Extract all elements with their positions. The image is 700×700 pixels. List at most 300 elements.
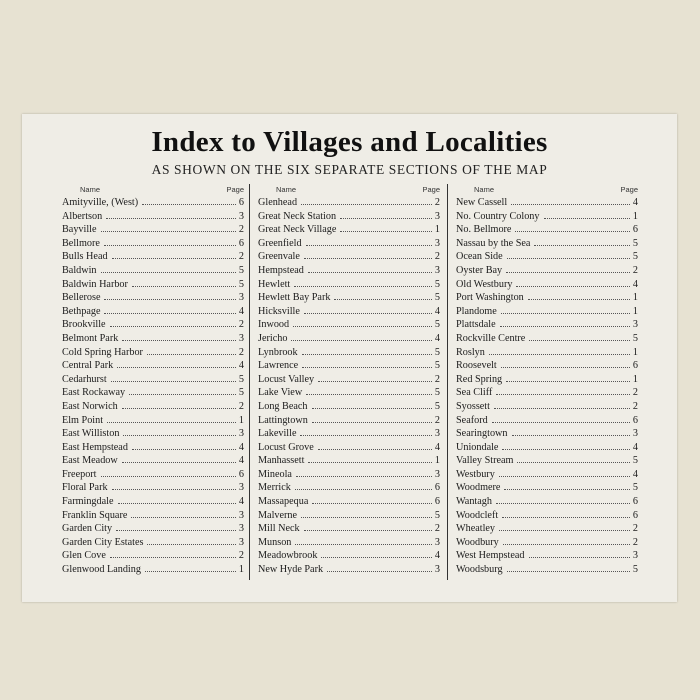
locality-name: Brookville [62, 319, 106, 331]
dot-leader [496, 495, 630, 504]
locality-name: Lynbrook [258, 346, 298, 358]
page-number: 6 [632, 496, 638, 508]
locality-name: Plandome [456, 305, 497, 317]
entry-list [258, 196, 440, 577]
locality-name: Malverne [258, 509, 298, 521]
dot-leader [302, 346, 432, 355]
locality-name: Garden City [62, 523, 113, 535]
index-entry [62, 346, 244, 360]
index-entry [62, 318, 244, 332]
entry-list [456, 196, 638, 577]
locality-name: Merrick [258, 482, 291, 494]
locality-name: Locust Grove [258, 441, 314, 453]
index-entry [258, 414, 440, 428]
index-entry [258, 386, 440, 400]
locality-name: Cedarhurst [62, 373, 107, 385]
index-entry [456, 291, 638, 305]
index-entry [258, 346, 440, 360]
index-entry [258, 359, 440, 373]
locality-name: Valley Stream [456, 455, 514, 467]
dot-leader [294, 278, 432, 287]
index-entry [456, 250, 638, 264]
locality-name: Locust Valley [258, 373, 315, 385]
dot-leader [507, 250, 630, 259]
locality-name: Wantagh [456, 496, 492, 508]
dot-leader [312, 400, 432, 409]
page-number: 1 [238, 414, 244, 426]
dot-leader [122, 332, 236, 341]
page-title: Index to Villages and Localities [151, 126, 548, 158]
dot-leader [301, 509, 432, 518]
page-number: 1 [632, 373, 638, 385]
dot-leader [502, 509, 630, 518]
index-entry [456, 468, 638, 482]
locality-name: Lawrence [258, 360, 299, 372]
locality-name: Old Westbury [456, 278, 513, 290]
dot-leader [516, 278, 630, 287]
index-entry [258, 237, 440, 251]
page-number: 1 [632, 305, 638, 317]
dot-leader [101, 468, 236, 477]
locality-name: Woodbury [456, 536, 499, 548]
index-entry [62, 563, 244, 577]
locality-name: No. Bellmore [456, 224, 512, 236]
locality-name: Bellerose [62, 292, 101, 304]
dot-leader [300, 427, 432, 436]
index-column-1 [62, 184, 244, 577]
locality-name: Franklin Square [62, 509, 128, 521]
page-number: 3 [238, 536, 244, 548]
locality-name: Mineola [258, 468, 292, 480]
page-number: 4 [434, 305, 440, 317]
index-entry [258, 468, 440, 482]
locality-name: Wheatley [456, 523, 496, 535]
index-entry [258, 563, 440, 577]
dot-leader [122, 400, 236, 409]
page-number: 1 [434, 455, 440, 467]
dot-leader [528, 291, 630, 300]
column-header [62, 184, 244, 196]
page-number: 4 [632, 468, 638, 480]
column-divider [447, 184, 448, 580]
index-entry [62, 549, 244, 563]
dot-leader [117, 359, 236, 368]
page-number: 6 [632, 509, 638, 521]
page-number: 5 [434, 387, 440, 399]
locality-name: Farmingdale [62, 496, 114, 508]
index-entry [456, 495, 638, 509]
locality-name: Lake View [258, 387, 303, 399]
dot-leader [500, 318, 630, 327]
entry-list [62, 196, 244, 577]
dot-leader [534, 237, 630, 246]
page-number: 2 [434, 414, 440, 426]
index-entry [456, 332, 638, 346]
page-number: 5 [238, 373, 244, 385]
dot-leader [293, 318, 432, 327]
index-entry [456, 549, 638, 563]
index-entry [456, 359, 638, 373]
page-number: 3 [434, 264, 440, 276]
locality-name: Jericho [258, 332, 288, 344]
page-number: 3 [434, 468, 440, 480]
page-number: 3 [238, 428, 244, 440]
locality-name: Belmont Park [62, 332, 119, 344]
index-entry [258, 278, 440, 292]
index-column-2 [258, 184, 440, 577]
dot-leader [110, 318, 236, 327]
page-number: 4 [238, 441, 244, 453]
page-number: 6 [632, 224, 638, 236]
locality-name: Central Park [62, 360, 114, 372]
index-entry [62, 305, 244, 319]
index-entry [456, 373, 638, 387]
locality-name: Glenhead [258, 197, 298, 208]
dot-leader [142, 196, 236, 205]
index-entry [62, 278, 244, 292]
index-entry [62, 237, 244, 251]
page-number: 2 [238, 346, 244, 358]
page-number: 2 [238, 550, 244, 562]
locality-name: East Williston [62, 428, 120, 440]
page-number: 4 [238, 360, 244, 372]
index-entry [258, 223, 440, 237]
page-number: 3 [238, 210, 244, 222]
page-number: 3 [238, 509, 244, 521]
page-number: 2 [434, 251, 440, 263]
index-entry [456, 346, 638, 360]
dot-leader [503, 536, 630, 545]
locality-name: Hewlett [258, 278, 291, 290]
name-header: Name [80, 185, 101, 194]
dot-leader [116, 522, 236, 531]
page-number: 2 [434, 373, 440, 385]
dot-leader [104, 305, 236, 314]
page-number: 3 [238, 292, 244, 304]
dot-leader [112, 250, 236, 259]
column-header [456, 184, 638, 196]
locality-name: Cold Spring Harbor [62, 346, 143, 358]
index-entry [456, 210, 638, 224]
dot-leader [515, 223, 630, 232]
index-entry [62, 454, 244, 468]
page-number: 3 [434, 428, 440, 440]
locality-name: Searingtown [456, 428, 508, 440]
index-entry [456, 305, 638, 319]
dot-leader [318, 373, 432, 382]
page-number: 3 [632, 428, 638, 440]
dot-leader [107, 414, 236, 423]
page-number: 2 [632, 387, 638, 399]
dot-leader [304, 250, 432, 259]
page-number: 5 [434, 319, 440, 331]
page-number: 5 [632, 564, 638, 576]
dot-leader [306, 237, 432, 246]
page-header: Page [226, 185, 244, 194]
page-number: 5 [434, 292, 440, 304]
page-number: 6 [434, 482, 440, 494]
index-entry [62, 386, 244, 400]
locality-name: Baldwin Harbor [62, 278, 128, 290]
page-number: 5 [434, 360, 440, 372]
locality-name: Syossett [456, 400, 490, 412]
index-entry [62, 196, 244, 210]
dot-leader [494, 400, 630, 409]
index-entry [258, 210, 440, 224]
index-entry [456, 522, 638, 536]
index-entry [62, 414, 244, 428]
index-entry [62, 522, 244, 536]
locality-name: Great Neck Station [258, 210, 337, 222]
index-entry [62, 373, 244, 387]
page-number: 3 [632, 319, 638, 331]
page-number: 3 [434, 210, 440, 222]
index-entry [456, 400, 638, 414]
index-entry [62, 427, 244, 441]
locality-name: Plattsdale [456, 319, 496, 331]
locality-name: Mill Neck [258, 523, 300, 535]
dot-leader [112, 481, 236, 490]
page-number: 4 [238, 305, 244, 317]
dot-leader [306, 386, 432, 395]
column-header [258, 184, 440, 196]
index-entry [456, 318, 638, 332]
dot-leader [131, 509, 236, 518]
page-number: 3 [238, 332, 244, 344]
index-entry [258, 454, 440, 468]
index-entry [258, 400, 440, 414]
index-entry [62, 291, 244, 305]
dot-leader [304, 305, 432, 314]
locality-name: Garden City Estates [62, 536, 144, 548]
dot-leader [145, 563, 236, 572]
dot-leader [304, 522, 432, 531]
index-entry [258, 481, 440, 495]
locality-name: Greenvale [258, 251, 300, 263]
page-number: 2 [632, 536, 638, 548]
locality-name: Freeport [62, 468, 97, 480]
page-number: 5 [434, 278, 440, 290]
name-header: Name [474, 185, 495, 194]
dot-leader [312, 414, 432, 423]
index-entry [62, 495, 244, 509]
locality-name: No. Country Colony [456, 210, 540, 222]
locality-name: Ocean Side [456, 251, 503, 263]
page-number: 2 [238, 224, 244, 236]
index-entry [62, 441, 244, 455]
dot-leader [295, 481, 432, 490]
page-number: 2 [632, 264, 638, 276]
locality-name: Greenfield [258, 237, 302, 249]
dot-leader [492, 414, 630, 423]
page-number: 5 [632, 455, 638, 467]
locality-name: Oyster Bay [456, 264, 503, 276]
page-number: 1 [632, 292, 638, 304]
dot-leader [499, 522, 630, 531]
page-number: 1 [238, 564, 244, 576]
index-sheet [22, 114, 677, 602]
dot-leader [529, 549, 631, 558]
dot-leader [291, 332, 432, 341]
page-number: 2 [434, 197, 440, 208]
dot-leader [506, 373, 630, 382]
index-entry [456, 536, 638, 550]
dot-leader [147, 536, 236, 545]
index-entry [258, 250, 440, 264]
locality-name: Bayville [62, 224, 97, 236]
dot-leader [327, 563, 432, 572]
page-number: 3 [434, 237, 440, 249]
page-number: 1 [434, 224, 440, 236]
dot-leader [340, 223, 432, 232]
dot-leader [132, 278, 236, 287]
locality-name: Inwood [258, 319, 290, 331]
page-number: 6 [238, 197, 244, 208]
index-entry [258, 264, 440, 278]
dot-leader [529, 332, 630, 341]
index-entry [62, 250, 244, 264]
index-entry [258, 441, 440, 455]
page-number: 1 [632, 210, 638, 222]
locality-name: Uniondale [456, 441, 499, 453]
locality-name: Bulls Head [62, 251, 108, 263]
locality-name: Bellmore [62, 237, 100, 249]
dot-leader [104, 237, 236, 246]
index-entry [62, 264, 244, 278]
index-entry [258, 427, 440, 441]
dot-leader [111, 373, 236, 382]
dot-leader [334, 291, 432, 300]
dot-leader [301, 196, 432, 205]
page-number: 6 [632, 414, 638, 426]
index-entry [62, 509, 244, 523]
index-entry [62, 359, 244, 373]
dot-leader [499, 468, 630, 477]
index-entry [258, 332, 440, 346]
index-entry [456, 386, 638, 400]
dot-leader [122, 454, 236, 463]
dot-leader [101, 223, 236, 232]
page-header: Page [620, 185, 638, 194]
page-number: 4 [238, 496, 244, 508]
dot-leader [110, 549, 236, 558]
dot-leader [302, 359, 432, 368]
index-entry [456, 441, 638, 455]
dot-leader [512, 427, 631, 436]
locality-name: New Hyde Park [258, 564, 324, 576]
page-subtitle: AS SHOWN ON THE SIX SEPARATE SECTIONS OF THE MAP [151, 162, 548, 177]
dot-leader [101, 264, 236, 273]
dot-leader [312, 495, 432, 504]
page-number: 2 [238, 251, 244, 263]
page-number: 5 [434, 400, 440, 412]
index-entry [456, 264, 638, 278]
page-number: 6 [238, 468, 244, 480]
page-number: 4 [632, 441, 638, 453]
index-entry [62, 210, 244, 224]
page-number: 6 [434, 496, 440, 508]
dot-leader [129, 386, 236, 395]
locality-name: Rockville Centre [456, 332, 526, 344]
dot-leader [318, 441, 432, 450]
dot-leader [507, 563, 630, 572]
locality-name: Great Neck Village [258, 224, 337, 236]
page-number: 4 [632, 278, 638, 290]
index-entry [62, 400, 244, 414]
locality-name: Lattingtown [258, 414, 308, 426]
index-entry [258, 522, 440, 536]
dot-leader [489, 346, 630, 355]
page-number: 5 [434, 509, 440, 521]
index-entry [456, 278, 638, 292]
page-number: 6 [238, 237, 244, 249]
page-number: 4 [434, 441, 440, 453]
dot-leader [321, 549, 432, 558]
page-number: 5 [434, 346, 440, 358]
dot-leader [104, 291, 236, 300]
dot-leader [502, 441, 630, 450]
locality-name: Glenwood Landing [62, 564, 141, 576]
locality-name: Amityville, (West) [62, 197, 139, 208]
locality-name: Bethpage [62, 305, 101, 317]
dot-leader [506, 264, 630, 273]
dot-leader [295, 536, 432, 545]
locality-name: Massapequa [258, 496, 309, 508]
page-header: Page [422, 185, 440, 194]
locality-name: Manhassett [258, 455, 305, 467]
dot-leader [296, 468, 432, 477]
locality-name: Westbury [456, 468, 495, 480]
index-entry [258, 509, 440, 523]
index-entry [456, 414, 638, 428]
locality-name: Glen Cove [62, 550, 106, 562]
dot-leader [106, 210, 236, 219]
index-entry [258, 318, 440, 332]
locality-name: Hicksville [258, 305, 300, 317]
locality-name: Nassau by the Sea [456, 237, 531, 249]
dot-leader [501, 359, 630, 368]
locality-name: Red Spring [456, 373, 503, 385]
locality-name: East Norwich [62, 400, 118, 412]
dot-leader [501, 305, 630, 314]
page-number: 1 [632, 346, 638, 358]
locality-name: Floral Park [62, 482, 108, 494]
index-entry [456, 563, 638, 577]
page-number: 3 [632, 550, 638, 562]
locality-name: East Rockaway [62, 387, 126, 399]
page-number: 5 [632, 332, 638, 344]
locality-name: Sea Cliff [456, 387, 493, 399]
index-entry [456, 196, 638, 210]
dot-leader [308, 454, 432, 463]
locality-name: Seaford [456, 414, 488, 426]
locality-name: Woodmere [456, 482, 501, 494]
index-entry [258, 291, 440, 305]
locality-name: Elm Point [62, 414, 104, 426]
locality-name: Meadowbrook [258, 550, 318, 562]
dot-leader [123, 427, 236, 436]
page-number: 6 [632, 360, 638, 372]
index-entry [456, 481, 638, 495]
dot-leader [340, 210, 432, 219]
page-number: 4 [434, 332, 440, 344]
page-number: 2 [632, 400, 638, 412]
page-number: 3 [434, 564, 440, 576]
dot-leader [517, 454, 630, 463]
dot-leader [511, 196, 630, 205]
index-entry [62, 332, 244, 346]
page-number: 5 [632, 237, 638, 249]
